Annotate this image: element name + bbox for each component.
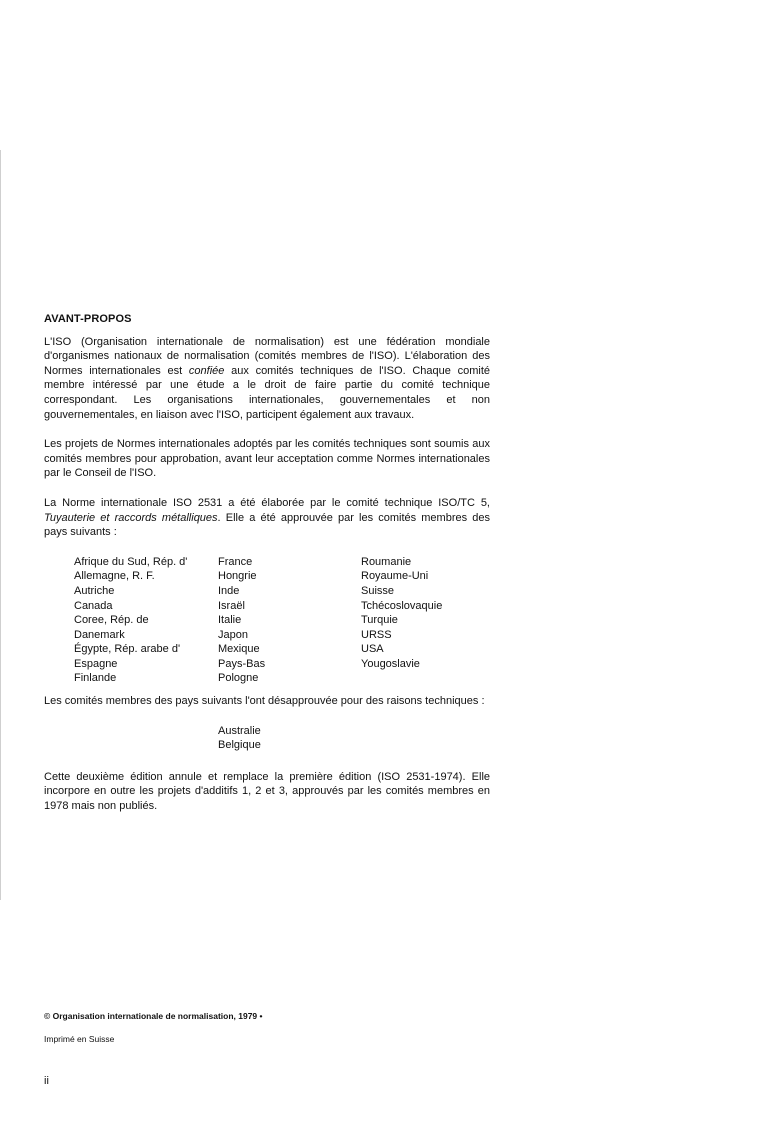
- country-item: Canada: [74, 599, 113, 612]
- copyright-notice: © Organisation internationale de normalisation, 1979 •: [44, 1011, 263, 1021]
- country-item: Australie: [218, 724, 261, 737]
- country-item: Suisse: [361, 584, 395, 597]
- country-item: Yougoslavie: [361, 657, 420, 670]
- preparation-text-after: . Elle a été approuvée par les comités membres des pays suivants :: [44, 511, 490, 539]
- country-item: Espagne: [74, 657, 118, 670]
- page-number: ii: [44, 1075, 49, 1087]
- countries-column-3: [361, 555, 511, 686]
- scan-edge-line: [0, 150, 1, 900]
- country-item: Tchécoslovaquie: [361, 599, 443, 612]
- country-item: Pays-Bas: [218, 657, 266, 670]
- countries-column-1: [74, 555, 218, 686]
- country-item: Autriche: [74, 584, 115, 597]
- country-item: Finlande: [74, 672, 117, 685]
- paragraph-iso-intro-a: L'ISO (Organisation internationale de normalisation) est une fédération mondiale d'organismes nationaux de normalisation (comités membres de l'ISO). L'élaboration des Normes internationales est: [44, 335, 490, 377]
- country-item: Italie: [218, 614, 242, 627]
- foreword-section: [44, 312, 490, 814]
- country-item: France: [218, 555, 253, 568]
- printed-in-note: Imprimé en Suisse: [44, 1034, 115, 1044]
- country-item: Belgique: [218, 739, 261, 752]
- paragraph-iso-intro-c: aux comités techniques de l'ISO. Chaque comité membre intéressé par une étude a le droit de faire partie du comité technique correspondant. Les organisations internationales, gouvernementales et non gouvernementales, en liaison avec l'ISO, participent également aux travaux.: [44, 364, 490, 421]
- paragraph-edition-note: Cette deuxième édition annule et remplace la première édition (ISO 2531-1974). Elle incorpore en outre les projets d'additifs 1, 2 et 3, approuvés par les comités membres en 1978 mais non publiés.: [44, 770, 490, 813]
- preparation-text-before: La Norme internationale ISO 2531 a été élaborée par le comité technique ISO/TC 5,: [44, 496, 490, 509]
- country-item: Allemagne, R. F.: [74, 570, 155, 583]
- country-item: Afrique du Sud, Rép. d': [74, 555, 188, 568]
- foreword-heading: AVANT-PROPOS: [44, 313, 132, 325]
- country-item: Japon: [218, 628, 248, 641]
- disapproving-countries-list: [218, 724, 490, 753]
- approving-countries-list: [74, 555, 490, 686]
- country-item: Danemark: [74, 628, 125, 641]
- country-item: USA: [361, 643, 384, 656]
- country-item: Turquie: [361, 614, 398, 627]
- country-item: Royaume-Uni: [361, 570, 429, 583]
- country-item: Israël: [218, 599, 245, 612]
- country-item: Coree, Rép. de: [74, 614, 149, 627]
- country-item: Inde: [218, 584, 240, 597]
- country-item: Roumanie: [361, 555, 412, 568]
- paragraph-standard-preparation: [44, 496, 490, 540]
- countries-column-2: [218, 555, 361, 686]
- paragraph-iso-intro-italic: confiée: [188, 364, 225, 377]
- country-item: Mexique: [218, 643, 260, 656]
- country-item: Pologne: [218, 672, 259, 685]
- country-item: URSS: [361, 628, 392, 641]
- paragraph-iso-intro: [44, 335, 490, 423]
- paragraph-draft-standards: Les projets de Normes internationales adoptés par les comités techniques sont soumis aux comités membres pour approbation, avant leur acceptation comme Normes internationales par le Conseil de l'ISO.: [44, 438, 490, 480]
- country-item: Hongrie: [218, 570, 257, 583]
- country-item: Égypte, Rép. arabe d': [74, 643, 181, 656]
- committee-title: Tuyauterie et raccords métalliques: [44, 511, 218, 524]
- paragraph-disapproval: Les comités membres des pays suivants l'ont désapprouvée pour des raisons techniques :: [44, 695, 485, 708]
